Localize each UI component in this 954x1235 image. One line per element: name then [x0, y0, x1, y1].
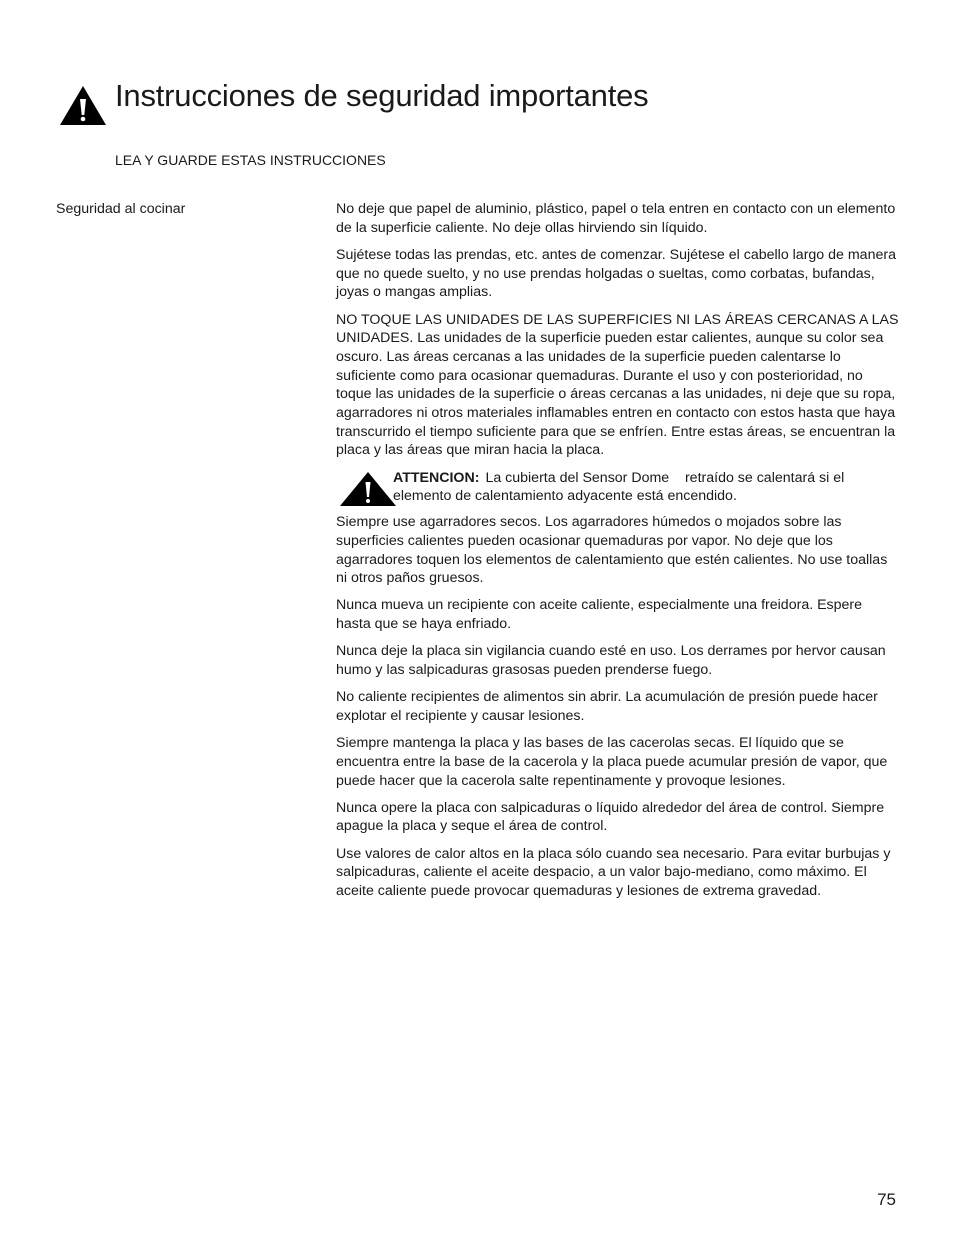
safety-paragraph: Nunca opere la placa con salpicaduras o líquido alrededor del área de control. Siempre apague la placa y seque el área de control. — [336, 799, 885, 835]
section-body — [336, 200, 900, 909]
warning-triangle-icon — [59, 85, 107, 126]
safety-paragraph: Nunca mueva un recipiente con aceite caliente, especialmente una freidora. Espere hasta que se haya enfriado. — [336, 597, 863, 633]
attention-label: ATTENCION: — [393, 469, 480, 486]
safety-paragraph: No deje que papel de aluminio, plástico, papel o tela entren en contacto con un elemento de la superficie caliente. No deje ollas hirviendo sin líquido. — [336, 201, 896, 236]
safety-paragraph: Siempre use agarradores secos. Los agarradores húmedos o mojados sobre las superficies calientes pueden ocasionar quemaduras por vapor. No deje que los agarradores toquen los elementos de calentamiento que estén calientes. No use toallas ni otros paños gruesos. — [336, 514, 888, 587]
safety-paragraph: NO TOQUE LAS UNIDADES DE LAS SUPERFICIES NI LAS ÁREAS CERCANAS A LAS UNIDADES. Las unidades de la superficie pueden estar calientes, aunque su color sea oscuro. Las áreas cercanas a las unidades de la superficie pueden calentarse lo suficiente como para ocasionar quemaduras. Durante el uso y con posterioridad, no toque las unidades de la superficie o áreas cercanas a las unidades, ni deje que su ropa, agarradores ni otros materiales inflamables entren en contacto con estos hasta que haya transcurrido el tiempo suficiente para que se enfríen. Entre estas áreas, se encuentran la placa y las áreas que miran hacia la placa. — [336, 311, 899, 459]
safety-paragraph: Siempre mantenga la placa y las bases de las cacerolas secas. El líquido que se encuentra entre la base de la cacerola y la placa puede acumular presión de vapor, que puede hacer que la cacerola salte repentinamente y provoque lesiones. — [336, 735, 888, 789]
attention-text: La cubierta del Sensor Dome retraído se calentará si el elemento de calentamiento adyacente está encendido. — [393, 469, 849, 505]
page-title: Instrucciones de seguridad importantes — [115, 78, 649, 113]
safety-paragraph: Nunca deje la placa sin vigilancia cuando esté en uso. Los derrames por hervor causan humo y las salpicaduras grasosas pueden prenderse fuego. — [336, 643, 886, 679]
page-subtitle: LEA Y GUARDE ESTAS INSTRUCCIONES — [115, 152, 386, 168]
section-label: Seguridad al cocinar — [56, 201, 186, 217]
warning-triangle-icon — [339, 471, 397, 507]
page-number: 75 — [877, 1190, 896, 1209]
safety-paragraph: Sujétese todas las prendas, etc. antes de comenzar. Sujétese el cabello largo de manera que no quede suelto, y no use prendas holgadas o sueltas, como corbatas, bufandas, joyas o mangas amplias. — [336, 246, 896, 301]
safety-paragraph: No caliente recipientes de alimentos sin abrir. La acumulación de presión puede hacer explotar el recipiente y causar lesiones. — [336, 689, 878, 724]
safety-paragraph: Use valores de calor altos en la placa sólo cuando sea necesario. Para evitar burbujas y salpicaduras, caliente el aceite despacio, a un valor bajo-mediano, como máximo. El aceite caliente puede provocar quemaduras y lesiones de extrema gravedad. — [336, 845, 891, 900]
attention-text-block — [393, 469, 903, 506]
attention-notice — [336, 469, 900, 505]
